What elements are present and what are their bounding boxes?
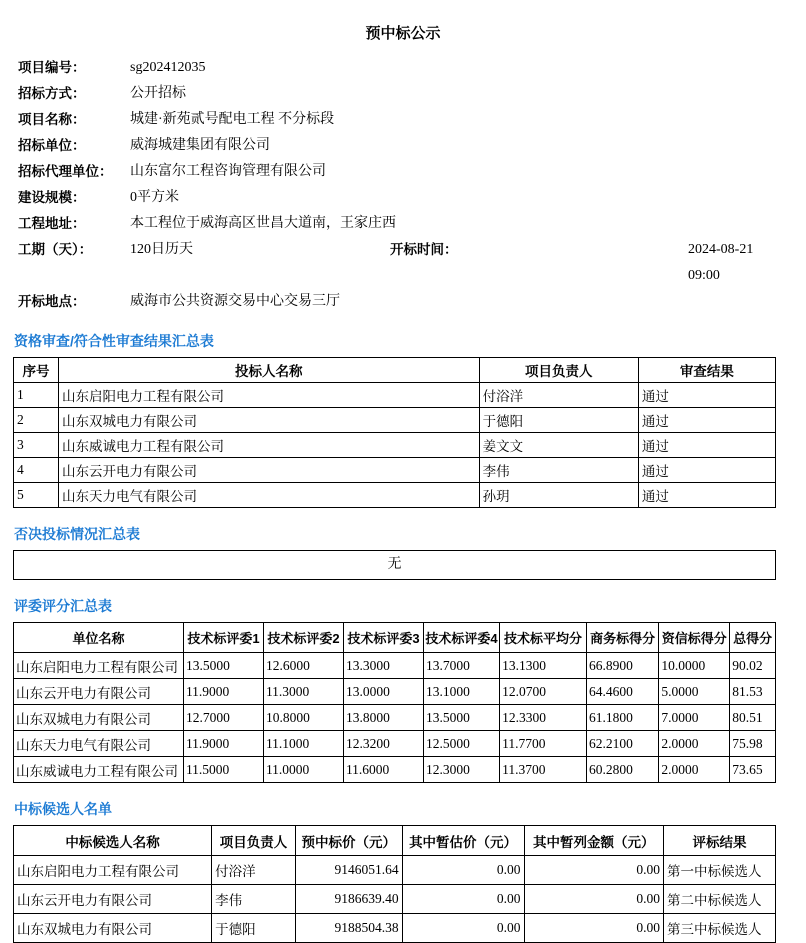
table-cell: 12.0700 bbox=[500, 679, 587, 705]
table-row bbox=[14, 383, 776, 408]
table-cell: 7.0000 bbox=[659, 705, 730, 731]
table-cell: 付浴洋 bbox=[479, 383, 638, 408]
header-cell: 其中暂列金额（元） bbox=[524, 826, 663, 856]
table-row bbox=[14, 458, 776, 483]
table-cell: 11.9000 bbox=[183, 679, 263, 705]
table-cell: 通过 bbox=[638, 458, 775, 483]
table-cell: 2 bbox=[14, 408, 59, 433]
table-cell: 13.0000 bbox=[343, 679, 423, 705]
section-title-candidates: 中标候选人名单 bbox=[14, 801, 112, 817]
table-cell: 9146051.64 bbox=[295, 856, 402, 885]
section-title-rejection: 否决投标情况汇总表 bbox=[14, 526, 140, 542]
table-cell: 12.3200 bbox=[343, 731, 423, 757]
info-value-open-time bbox=[688, 237, 753, 289]
table-row bbox=[14, 433, 776, 458]
table-row bbox=[14, 731, 776, 757]
page-title: 预中标公示 bbox=[365, 25, 441, 42]
table-cell: 12.3300 bbox=[500, 705, 587, 731]
header-cell: 单位名称 bbox=[14, 623, 184, 653]
open-time-clock: 09:00 bbox=[688, 268, 720, 283]
project-info-section bbox=[0, 55, 806, 315]
header-cell: 技术标评委4 bbox=[423, 623, 499, 653]
table-cell: 13.3000 bbox=[343, 653, 423, 679]
table-cell: 64.4600 bbox=[586, 679, 658, 705]
table-cell: 73.65 bbox=[730, 757, 776, 783]
table-cell: 山东威诚电力工程有限公司 bbox=[58, 433, 479, 458]
header-cell: 总得分 bbox=[730, 623, 776, 653]
table-cell: 66.8900 bbox=[586, 653, 658, 679]
header-cell: 技术标评委3 bbox=[343, 623, 423, 653]
table-cell: 0.00 bbox=[402, 856, 524, 885]
info-label-duration: 工期（天）： bbox=[18, 242, 93, 257]
header-cell: 审查结果 bbox=[638, 358, 775, 383]
header-cell: 商务标得分 bbox=[586, 623, 658, 653]
table-cell: 2.0000 bbox=[659, 731, 730, 757]
judge-score-summary-table bbox=[13, 622, 776, 783]
header-cell: 预中标价（元） bbox=[295, 826, 402, 856]
table-cell: 9188504.38 bbox=[295, 914, 402, 943]
table-cell: 山东双城电力有限公司 bbox=[58, 408, 479, 433]
info-label-open-place: 开标地点： bbox=[18, 294, 86, 309]
info-value-project-name: 城建·新苑贰号配电工程 不分标段 bbox=[130, 112, 335, 127]
table-cell: 山东双城电力有限公司 bbox=[14, 705, 184, 731]
table-cell: 13.5000 bbox=[183, 653, 263, 679]
table-cell: 13.7000 bbox=[423, 653, 499, 679]
header-cell: 资信标得分 bbox=[659, 623, 730, 653]
header-cell: 投标人名称 bbox=[58, 358, 479, 383]
table-cell: 11.3700 bbox=[500, 757, 587, 783]
info-label-project-number: 项目编号： bbox=[18, 60, 86, 75]
table-cell: 山东天力电气有限公司 bbox=[58, 483, 479, 508]
table-cell: 付浴洋 bbox=[212, 856, 296, 885]
table-cell: 通过 bbox=[638, 483, 775, 508]
rejection-value: 无 bbox=[387, 557, 402, 572]
info-value-address: 本工程位于威海高区世昌大道南，王家庄西 bbox=[130, 216, 396, 231]
info-value-scale: 0平方米 bbox=[130, 190, 179, 205]
table-cell: 10.0000 bbox=[659, 653, 730, 679]
info-value-open-place: 威海市公共资源交易中心交易三厅 bbox=[130, 294, 340, 309]
header-cell: 技术标评委2 bbox=[263, 623, 343, 653]
table-cell: 0.00 bbox=[402, 914, 524, 943]
table-cell: 山东启阳电力工程有限公司 bbox=[14, 653, 184, 679]
winning-candidates-table bbox=[13, 825, 776, 943]
table-cell: 李伟 bbox=[212, 885, 296, 914]
table-cell: 0.00 bbox=[524, 856, 663, 885]
info-row bbox=[0, 211, 806, 237]
table-cell: 10.8000 bbox=[263, 705, 343, 731]
table-cell: 通过 bbox=[638, 433, 775, 458]
table-cell: 62.2100 bbox=[586, 731, 658, 757]
info-row bbox=[0, 133, 806, 159]
info-row bbox=[0, 289, 806, 315]
table-row bbox=[14, 408, 776, 433]
info-row-duration-opentime bbox=[0, 237, 806, 289]
info-row bbox=[0, 55, 806, 81]
info-value-duration: 120日历天 bbox=[130, 242, 193, 257]
table-header-row bbox=[14, 358, 776, 383]
info-value-agency: 山东富尔工程咨询管理有限公司 bbox=[130, 164, 326, 179]
table-cell: 12.7000 bbox=[183, 705, 263, 731]
table-cell: 山东云开电力有限公司 bbox=[14, 679, 184, 705]
table-cell: 5 bbox=[14, 483, 59, 508]
info-row bbox=[0, 159, 806, 185]
table-cell: 0.00 bbox=[402, 885, 524, 914]
header-cell: 其中暂估价（元） bbox=[402, 826, 524, 856]
info-value-project-number: sg202412035 bbox=[130, 60, 206, 75]
table-cell: 11.1000 bbox=[263, 731, 343, 757]
table-cell: 11.6000 bbox=[343, 757, 423, 783]
table-cell: 13.1300 bbox=[500, 653, 587, 679]
header-cell: 项目负责人 bbox=[479, 358, 638, 383]
section-title-qualification: 资格审查/符合性审查结果汇总表 bbox=[14, 333, 214, 349]
section-title-scores: 评委评分汇总表 bbox=[14, 598, 112, 614]
table-cell: 山东云开电力有限公司 bbox=[14, 885, 212, 914]
table-row bbox=[14, 885, 776, 914]
table-row bbox=[14, 914, 776, 943]
table-cell: 0.00 bbox=[524, 914, 663, 943]
info-label-address: 工程地址： bbox=[18, 216, 86, 231]
table-cell: 第一中标候选人 bbox=[663, 856, 775, 885]
table-cell: 13.5000 bbox=[423, 705, 499, 731]
table-cell: 13.8000 bbox=[343, 705, 423, 731]
info-label-tender-method: 招标方式： bbox=[18, 86, 86, 101]
table-cell: 2.0000 bbox=[659, 757, 730, 783]
table-cell: 山东威诚电力工程有限公司 bbox=[14, 757, 184, 783]
info-value-tender-method: 公开招标 bbox=[130, 86, 186, 101]
header-cell: 序号 bbox=[14, 358, 59, 383]
rejection-summary-table bbox=[13, 550, 776, 580]
info-label-project-name: 项目名称： bbox=[18, 112, 86, 127]
table-header-row bbox=[14, 623, 776, 653]
table-cell: 山东云开电力有限公司 bbox=[58, 458, 479, 483]
table-cell: 61.1800 bbox=[586, 705, 658, 731]
table-row bbox=[14, 757, 776, 783]
header-cell: 技术标平均分 bbox=[500, 623, 587, 653]
qualification-review-table bbox=[13, 357, 776, 508]
info-label-open-time: 开标时间： bbox=[390, 242, 458, 257]
table-cell: 山东启阳电力工程有限公司 bbox=[14, 856, 212, 885]
table-cell: 11.5000 bbox=[183, 757, 263, 783]
table-row bbox=[14, 856, 776, 885]
table-cell: 于德阳 bbox=[479, 408, 638, 433]
table-cell: 60.2800 bbox=[586, 757, 658, 783]
table-cell: 81.53 bbox=[730, 679, 776, 705]
table-cell: 通过 bbox=[638, 408, 775, 433]
table-cell: 11.7700 bbox=[500, 731, 587, 757]
open-time-date: 2024-08-21 bbox=[688, 242, 754, 257]
table-cell: 12.5000 bbox=[423, 731, 499, 757]
table-cell: 山东双城电力有限公司 bbox=[14, 914, 212, 943]
table-header-row bbox=[14, 826, 776, 856]
table-cell: 75.98 bbox=[730, 731, 776, 757]
table-cell: 第二中标候选人 bbox=[663, 885, 775, 914]
table-cell: 90.02 bbox=[730, 653, 776, 679]
table-cell: 于德阳 bbox=[212, 914, 296, 943]
info-label-tenderer: 招标单位： bbox=[18, 138, 86, 153]
table-cell: 11.3000 bbox=[263, 679, 343, 705]
table-cell: 山东启阳电力工程有限公司 bbox=[58, 383, 479, 408]
table-cell: 0.00 bbox=[524, 885, 663, 914]
table-cell: 5.0000 bbox=[659, 679, 730, 705]
header-cell: 项目负责人 bbox=[212, 826, 296, 856]
table-cell: 通过 bbox=[638, 383, 775, 408]
header-cell: 技术标评委1 bbox=[183, 623, 263, 653]
info-value-tenderer: 威海城建集团有限公司 bbox=[130, 138, 270, 153]
table-cell: 11.0000 bbox=[263, 757, 343, 783]
info-label-scale: 建设规模： bbox=[18, 190, 86, 205]
table-cell: 姜文文 bbox=[479, 433, 638, 458]
info-row bbox=[0, 107, 806, 133]
table-cell: 13.1000 bbox=[423, 679, 499, 705]
table-cell: 12.6000 bbox=[263, 653, 343, 679]
table-cell: 12.3000 bbox=[423, 757, 499, 783]
table-cell: 第三中标候选人 bbox=[663, 914, 775, 943]
table-cell: 3 bbox=[14, 433, 59, 458]
info-row bbox=[0, 185, 806, 211]
table-row bbox=[14, 483, 776, 508]
header-cell: 评标结果 bbox=[663, 826, 775, 856]
info-label-agency: 招标代理单位： bbox=[18, 164, 113, 179]
table-row bbox=[14, 679, 776, 705]
table-cell: 11.9000 bbox=[183, 731, 263, 757]
table-row bbox=[14, 653, 776, 679]
table-row bbox=[14, 705, 776, 731]
table-cell: 9186639.40 bbox=[295, 885, 402, 914]
table-cell: 山东天力电气有限公司 bbox=[14, 731, 184, 757]
table-cell: 4 bbox=[14, 458, 59, 483]
header-cell: 中标候选人名称 bbox=[14, 826, 212, 856]
table-cell: 80.51 bbox=[730, 705, 776, 731]
table-cell: 1 bbox=[14, 383, 59, 408]
table-cell: 孙玥 bbox=[479, 483, 638, 508]
table-cell: 李伟 bbox=[479, 458, 638, 483]
info-row bbox=[0, 81, 806, 107]
